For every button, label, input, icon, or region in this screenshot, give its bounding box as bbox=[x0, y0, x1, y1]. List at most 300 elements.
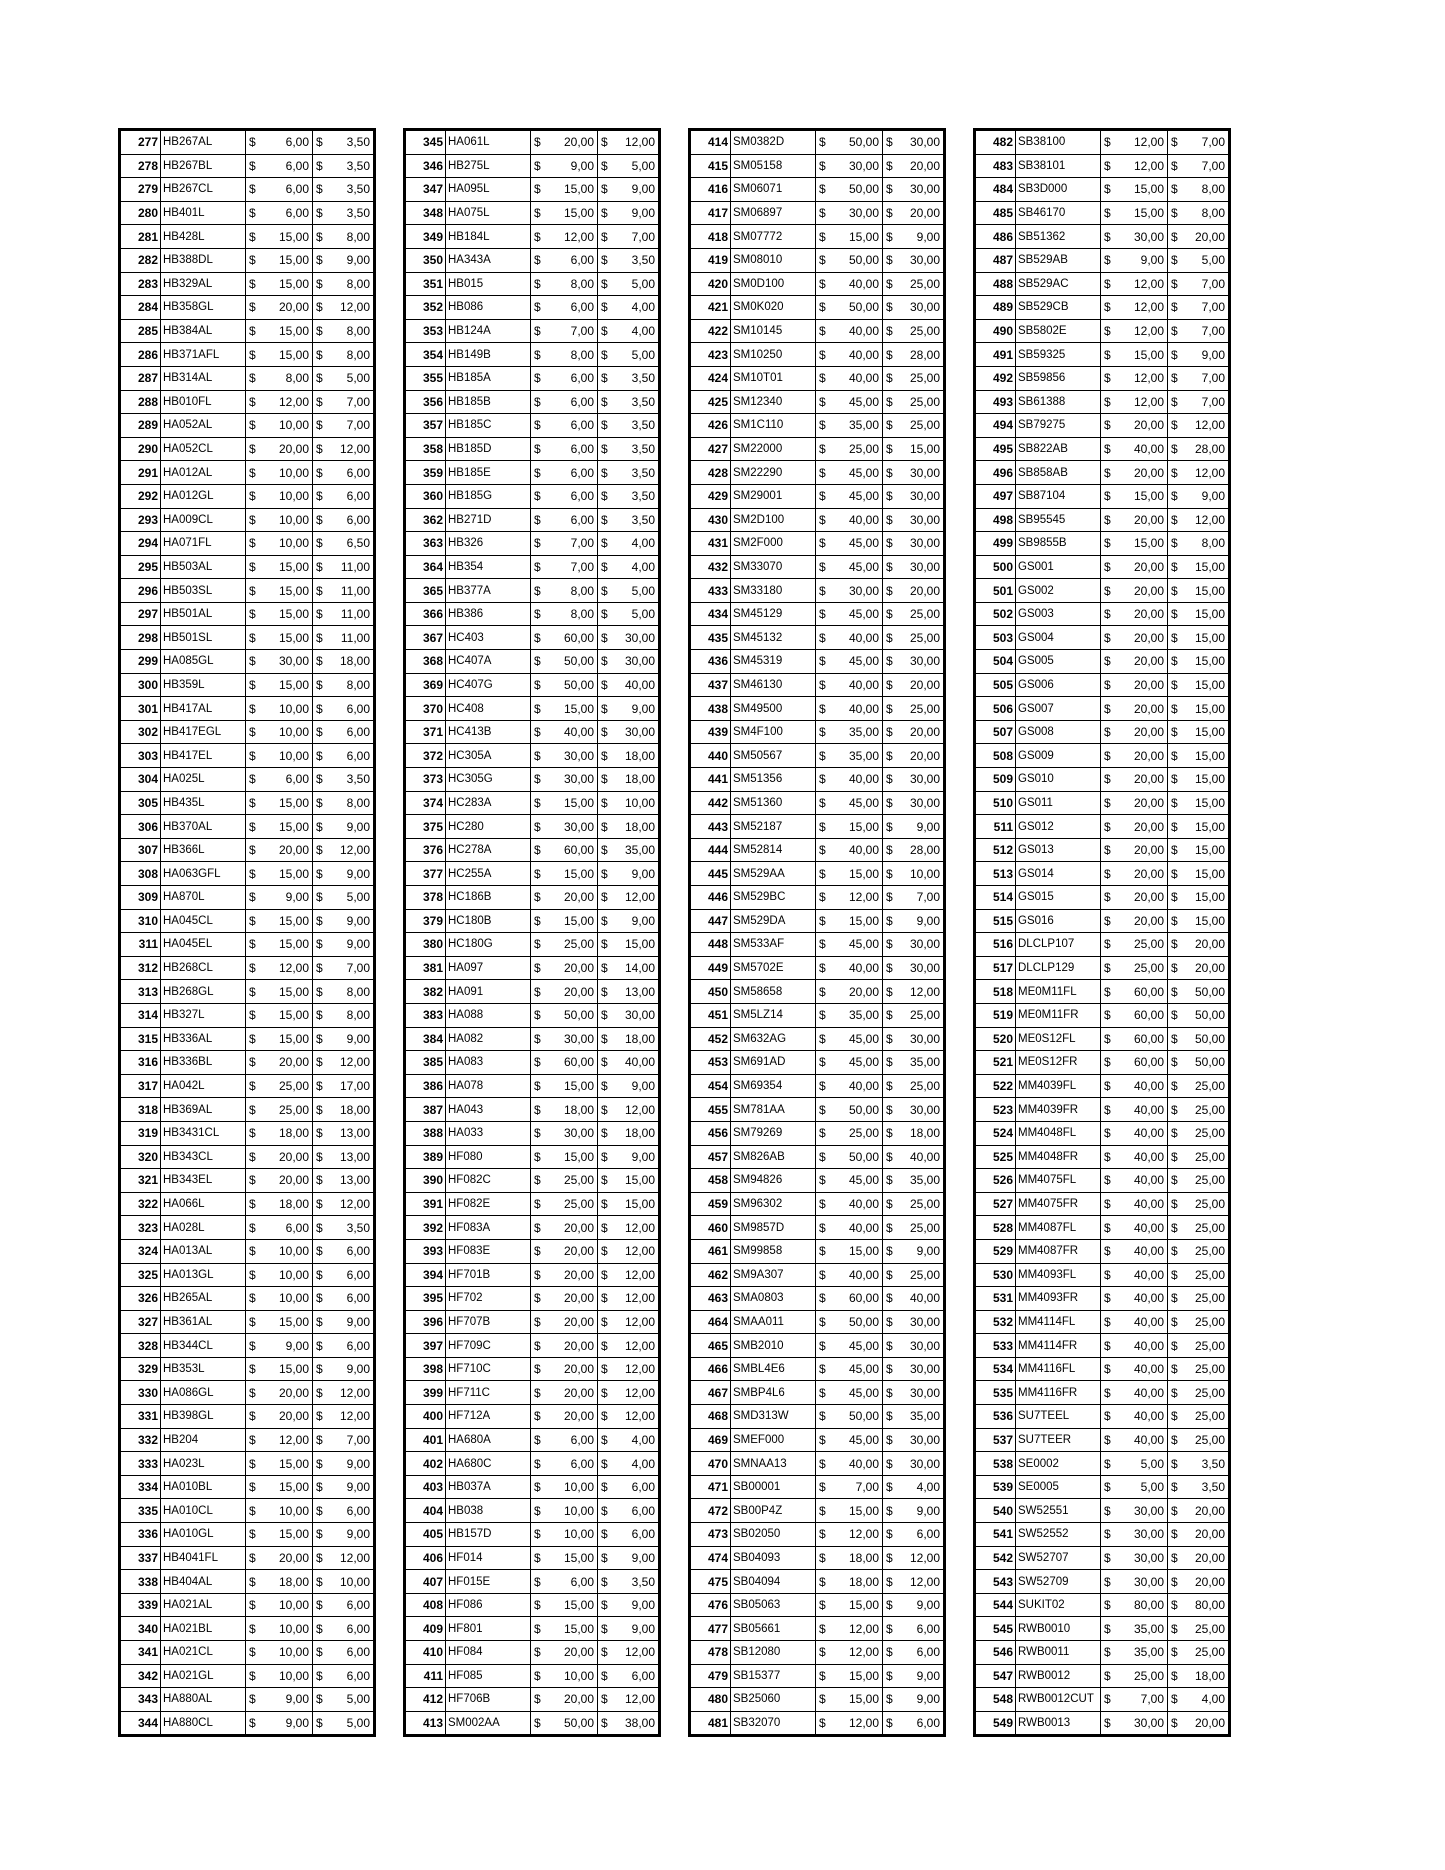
currency-symbol: $ bbox=[819, 1645, 826, 1660]
currency-symbol: $ bbox=[1104, 1031, 1111, 1046]
row-number: 503 bbox=[976, 626, 1016, 650]
price-amount: 15,00 bbox=[1194, 583, 1225, 598]
currency-symbol: $ bbox=[534, 1598, 541, 1613]
price-retail bbox=[246, 1310, 313, 1334]
price-amount: 15,00 bbox=[848, 1668, 879, 1683]
price-retail bbox=[1101, 1216, 1168, 1240]
price-amount: 12,00 bbox=[278, 961, 309, 976]
table-row bbox=[406, 650, 659, 674]
row-number: 472 bbox=[691, 1499, 731, 1523]
price-amount: 30,00 bbox=[563, 1031, 594, 1046]
currency-symbol: $ bbox=[534, 465, 541, 480]
price-amount: 35,00 bbox=[1133, 1645, 1164, 1660]
currency-symbol: $ bbox=[819, 866, 826, 881]
price-wholesale bbox=[883, 650, 944, 674]
price-retail bbox=[246, 154, 313, 178]
price-retail bbox=[816, 838, 883, 862]
item-code: HA012AL bbox=[161, 461, 246, 485]
price-wholesale bbox=[1168, 1145, 1229, 1169]
price-retail bbox=[246, 626, 313, 650]
row-number: 526 bbox=[976, 1169, 1016, 1193]
row-number: 325 bbox=[121, 1263, 161, 1287]
currency-symbol: $ bbox=[601, 442, 608, 457]
row-number: 488 bbox=[976, 272, 1016, 296]
row-number: 364 bbox=[406, 555, 446, 579]
item-code: MM4087FL bbox=[1016, 1216, 1101, 1240]
price-amount: 3,50 bbox=[631, 465, 655, 480]
price-retail bbox=[531, 720, 598, 744]
table-row bbox=[691, 296, 944, 320]
price-retail bbox=[246, 1192, 313, 1216]
currency-symbol: $ bbox=[249, 512, 256, 527]
price-amount: 50,00 bbox=[1194, 1031, 1225, 1046]
currency-symbol: $ bbox=[316, 206, 323, 221]
table-row bbox=[121, 744, 374, 768]
currency-symbol: $ bbox=[886, 1574, 893, 1589]
currency-symbol: $ bbox=[249, 1668, 256, 1683]
price-retail bbox=[531, 1475, 598, 1499]
item-code: HB343CL bbox=[161, 1145, 246, 1169]
price-retail bbox=[246, 1499, 313, 1523]
table-row bbox=[121, 1617, 374, 1641]
price-wholesale bbox=[598, 1381, 659, 1405]
item-code: HA010CL bbox=[161, 1499, 246, 1523]
price-wholesale bbox=[598, 1428, 659, 1452]
price-amount: 40,00 bbox=[909, 1149, 940, 1164]
price-wholesale bbox=[313, 201, 374, 225]
price-amount: 30,00 bbox=[909, 1314, 940, 1329]
price-amount: 6,00 bbox=[570, 394, 594, 409]
price-amount: 25,00 bbox=[1133, 937, 1164, 952]
currency-symbol: $ bbox=[316, 701, 323, 716]
currency-symbol: $ bbox=[249, 253, 256, 268]
price-retail bbox=[816, 1310, 883, 1334]
price-wholesale bbox=[883, 366, 944, 390]
currency-symbol: $ bbox=[249, 1480, 256, 1495]
table-row bbox=[691, 1570, 944, 1594]
currency-symbol: $ bbox=[1104, 158, 1111, 173]
price-amount: 4,00 bbox=[631, 324, 655, 339]
row-number: 504 bbox=[976, 650, 1016, 674]
price-retail bbox=[1101, 461, 1168, 485]
price-amount: 28,00 bbox=[1194, 442, 1225, 457]
price-amount: 25,00 bbox=[909, 1220, 940, 1235]
currency-symbol: $ bbox=[534, 1385, 541, 1400]
item-code: SM5702E bbox=[731, 956, 816, 980]
price-amount: 7,00 bbox=[1201, 371, 1225, 386]
currency-symbol: $ bbox=[534, 1692, 541, 1707]
table-row bbox=[406, 1051, 659, 1075]
price-amount: 15,00 bbox=[848, 913, 879, 928]
price-amount: 30,00 bbox=[909, 300, 940, 315]
currency-symbol: $ bbox=[819, 489, 826, 504]
price-retail bbox=[1101, 532, 1168, 556]
currency-symbol: $ bbox=[249, 701, 256, 716]
price-amount: 20,00 bbox=[1133, 607, 1164, 622]
row-number: 416 bbox=[691, 178, 731, 202]
currency-symbol: $ bbox=[534, 913, 541, 928]
price-amount: 9,00 bbox=[346, 1480, 370, 1495]
price-amount: 10,00 bbox=[278, 536, 309, 551]
price-amount: 15,00 bbox=[278, 937, 309, 952]
table-row bbox=[406, 1405, 659, 1429]
price-retail bbox=[531, 1216, 598, 1240]
currency-symbol: $ bbox=[249, 135, 256, 150]
price-amount: 10,00 bbox=[278, 1668, 309, 1683]
currency-symbol: $ bbox=[1104, 253, 1111, 268]
price-amount: 11,00 bbox=[340, 559, 370, 574]
price-amount: 45,00 bbox=[848, 1432, 879, 1447]
price-retail bbox=[246, 1452, 313, 1476]
row-number: 428 bbox=[691, 461, 731, 485]
price-amount: 40,00 bbox=[848, 1456, 879, 1471]
row-number: 384 bbox=[406, 1027, 446, 1051]
row-number: 385 bbox=[406, 1051, 446, 1075]
currency-symbol: $ bbox=[1104, 300, 1111, 315]
price-amount: 5,00 bbox=[346, 1692, 370, 1707]
price-wholesale bbox=[1168, 1169, 1229, 1193]
row-number: 485 bbox=[976, 201, 1016, 225]
price-amount: 40,00 bbox=[848, 961, 879, 976]
item-code: MM4116FR bbox=[1016, 1381, 1101, 1405]
price-amount: 6,00 bbox=[570, 371, 594, 386]
table-row bbox=[406, 1475, 659, 1499]
item-code: HF083E bbox=[446, 1239, 531, 1263]
price-wholesale bbox=[1168, 1334, 1229, 1358]
price-retail bbox=[816, 1074, 883, 1098]
item-code: SMAA011 bbox=[731, 1310, 816, 1334]
price-amount: 28,00 bbox=[909, 347, 940, 362]
price-retail bbox=[246, 1287, 313, 1311]
price-wholesale bbox=[883, 1641, 944, 1665]
currency-symbol: $ bbox=[601, 725, 608, 740]
row-number: 467 bbox=[691, 1381, 731, 1405]
price-amount: 30,00 bbox=[909, 795, 940, 810]
row-number: 457 bbox=[691, 1145, 731, 1169]
row-number: 496 bbox=[976, 461, 1016, 485]
price-wholesale bbox=[313, 178, 374, 202]
currency-symbol: $ bbox=[249, 1197, 256, 1212]
table-row bbox=[121, 1027, 374, 1051]
currency-symbol: $ bbox=[1104, 890, 1111, 905]
price-retail bbox=[1101, 343, 1168, 367]
price-amount: 35,00 bbox=[909, 1409, 940, 1424]
currency-symbol: $ bbox=[819, 1267, 826, 1282]
currency-symbol: $ bbox=[316, 1079, 323, 1094]
table-row bbox=[976, 1310, 1229, 1334]
table-row bbox=[976, 343, 1229, 367]
item-code: HA021AL bbox=[161, 1593, 246, 1617]
price-wholesale bbox=[1168, 1216, 1229, 1240]
price-wholesale bbox=[1168, 1027, 1229, 1051]
price-amount: 12,00 bbox=[624, 1220, 655, 1235]
row-number: 295 bbox=[121, 555, 161, 579]
currency-symbol: $ bbox=[316, 630, 323, 645]
currency-symbol: $ bbox=[534, 583, 541, 598]
price-wholesale bbox=[313, 343, 374, 367]
table-row bbox=[121, 626, 374, 650]
item-code: SB38100 bbox=[1016, 131, 1101, 155]
item-code: HB358GL bbox=[161, 296, 246, 320]
price-amount: 30,00 bbox=[909, 1432, 940, 1447]
row-number: 443 bbox=[691, 815, 731, 839]
item-code: HB185D bbox=[446, 437, 531, 461]
price-retail bbox=[531, 1381, 598, 1405]
row-number: 314 bbox=[121, 1003, 161, 1027]
currency-symbol: $ bbox=[249, 1267, 256, 1282]
table-row bbox=[406, 1688, 659, 1712]
row-number: 279 bbox=[121, 178, 161, 202]
price-retail bbox=[531, 1310, 598, 1334]
table-row bbox=[976, 650, 1229, 674]
price-retail bbox=[816, 390, 883, 414]
item-code: HA052AL bbox=[161, 414, 246, 438]
price-amount: 15,00 bbox=[848, 1503, 879, 1518]
currency-symbol: $ bbox=[601, 1149, 608, 1164]
currency-symbol: $ bbox=[1171, 1598, 1178, 1613]
row-number: 471 bbox=[691, 1475, 731, 1499]
currency-symbol: $ bbox=[1171, 1692, 1178, 1707]
item-code: HA033 bbox=[446, 1121, 531, 1145]
currency-symbol: $ bbox=[249, 1079, 256, 1094]
price-amount: 20,00 bbox=[278, 1149, 309, 1164]
price-amount: 15,00 bbox=[563, 795, 594, 810]
table-row bbox=[406, 1263, 659, 1287]
price-wholesale bbox=[1168, 1121, 1229, 1145]
row-number: 465 bbox=[691, 1334, 731, 1358]
price-amount: 20,00 bbox=[1133, 418, 1164, 433]
item-code: HC283A bbox=[446, 791, 531, 815]
item-code: HB271D bbox=[446, 508, 531, 532]
price-wholesale bbox=[598, 1263, 659, 1287]
price-amount: 5,00 bbox=[1201, 253, 1225, 268]
price-amount: 20,00 bbox=[1133, 583, 1164, 598]
row-number: 506 bbox=[976, 697, 1016, 721]
row-number: 358 bbox=[406, 437, 446, 461]
table-row bbox=[691, 1003, 944, 1027]
currency-symbol: $ bbox=[1104, 1008, 1111, 1023]
table-row bbox=[121, 555, 374, 579]
price-retail bbox=[246, 1121, 313, 1145]
price-retail bbox=[816, 366, 883, 390]
table-row bbox=[691, 319, 944, 343]
currency-symbol: $ bbox=[249, 1126, 256, 1141]
table-row bbox=[406, 484, 659, 508]
price-amount: 15,00 bbox=[278, 559, 309, 574]
row-number: 418 bbox=[691, 225, 731, 249]
price-retail bbox=[246, 1263, 313, 1287]
currency-symbol: $ bbox=[249, 1220, 256, 1235]
currency-symbol: $ bbox=[249, 1385, 256, 1400]
price-wholesale bbox=[1168, 248, 1229, 272]
price-wholesale bbox=[598, 673, 659, 697]
price-wholesale bbox=[883, 1027, 944, 1051]
row-number: 347 bbox=[406, 178, 446, 202]
currency-symbol: $ bbox=[316, 418, 323, 433]
table-row bbox=[121, 1334, 374, 1358]
table-row bbox=[691, 650, 944, 674]
currency-symbol: $ bbox=[1104, 607, 1111, 622]
item-code: HF014 bbox=[446, 1546, 531, 1570]
price-amount: 8,00 bbox=[1201, 182, 1225, 197]
price-amount: 12,00 bbox=[339, 1409, 370, 1424]
price-retail bbox=[816, 154, 883, 178]
price-retail bbox=[246, 1145, 313, 1169]
price-amount: 3,50 bbox=[1201, 1480, 1225, 1495]
price-wholesale bbox=[883, 1428, 944, 1452]
row-number: 468 bbox=[691, 1405, 731, 1429]
price-wholesale bbox=[1168, 909, 1229, 933]
currency-symbol: $ bbox=[316, 1432, 323, 1447]
price-amount: 15,00 bbox=[848, 1244, 879, 1259]
price-amount: 40,00 bbox=[848, 677, 879, 692]
price-wholesale bbox=[883, 1098, 944, 1122]
currency-symbol: $ bbox=[316, 465, 323, 480]
price-wholesale bbox=[313, 225, 374, 249]
currency-symbol: $ bbox=[316, 1055, 323, 1070]
price-amount: 15,00 bbox=[1194, 654, 1225, 669]
price-wholesale bbox=[1168, 1711, 1229, 1735]
price-wholesale bbox=[598, 461, 659, 485]
row-number: 277 bbox=[121, 131, 161, 155]
price-wholesale bbox=[598, 626, 659, 650]
price-amount: 9,00 bbox=[631, 866, 655, 881]
currency-symbol: $ bbox=[1104, 984, 1111, 999]
row-number: 528 bbox=[976, 1216, 1016, 1240]
price-amount: 8,00 bbox=[346, 229, 370, 244]
currency-symbol: $ bbox=[601, 206, 608, 221]
price-amount: 40,00 bbox=[1133, 1432, 1164, 1447]
table-row bbox=[406, 1121, 659, 1145]
currency-symbol: $ bbox=[819, 135, 826, 150]
row-number: 441 bbox=[691, 768, 731, 792]
table-row bbox=[691, 555, 944, 579]
item-code: SM51360 bbox=[731, 791, 816, 815]
price-amount: 12,00 bbox=[1133, 158, 1164, 173]
currency-symbol: $ bbox=[1104, 1621, 1111, 1636]
currency-symbol: $ bbox=[1104, 725, 1111, 740]
price-amount: 12,00 bbox=[339, 300, 370, 315]
currency-symbol: $ bbox=[1104, 913, 1111, 928]
price-wholesale bbox=[883, 1499, 944, 1523]
table-row bbox=[406, 461, 659, 485]
currency-symbol: $ bbox=[1171, 1149, 1178, 1164]
price-retail bbox=[1101, 1239, 1168, 1263]
price-amount: 5,00 bbox=[631, 583, 655, 598]
table-row bbox=[121, 319, 374, 343]
currency-symbol: $ bbox=[316, 748, 323, 763]
price-amount: 30,00 bbox=[563, 1126, 594, 1141]
price-amount: 6,00 bbox=[570, 465, 594, 480]
row-number: 334 bbox=[121, 1475, 161, 1499]
currency-symbol: $ bbox=[886, 583, 893, 598]
currency-symbol: $ bbox=[886, 1621, 893, 1636]
item-code: SM781AA bbox=[731, 1098, 816, 1122]
price-retail bbox=[246, 838, 313, 862]
currency-symbol: $ bbox=[819, 1031, 826, 1046]
price-amount: 40,00 bbox=[1133, 1267, 1164, 1282]
currency-symbol: $ bbox=[534, 843, 541, 858]
table-row bbox=[406, 296, 659, 320]
table-row bbox=[406, 508, 659, 532]
item-code: HB267BL bbox=[161, 154, 246, 178]
table-row bbox=[976, 1003, 1229, 1027]
price-retail bbox=[246, 484, 313, 508]
price-amount: 12,00 bbox=[1133, 276, 1164, 291]
price-retail bbox=[1101, 1334, 1168, 1358]
price-retail bbox=[531, 131, 598, 155]
table-row bbox=[976, 461, 1229, 485]
price-wholesale bbox=[598, 815, 659, 839]
item-code: HA091 bbox=[446, 980, 531, 1004]
price-amount: 9,00 bbox=[631, 206, 655, 221]
item-code: HC180G bbox=[446, 933, 531, 957]
item-code: HB124A bbox=[446, 319, 531, 343]
item-code: SM52187 bbox=[731, 815, 816, 839]
row-number: 482 bbox=[976, 131, 1016, 155]
price-wholesale bbox=[1168, 390, 1229, 414]
currency-symbol: $ bbox=[1104, 677, 1111, 692]
item-code: HB015 bbox=[446, 272, 531, 296]
item-code: SM10145 bbox=[731, 319, 816, 343]
price-amount: 5,00 bbox=[631, 607, 655, 622]
row-number: 549 bbox=[976, 1711, 1016, 1735]
table-row bbox=[691, 343, 944, 367]
item-code: HA082 bbox=[446, 1027, 531, 1051]
price-retail bbox=[816, 1381, 883, 1405]
price-amount: 3,50 bbox=[631, 371, 655, 386]
item-code: SMEF000 bbox=[731, 1428, 816, 1452]
price-retail bbox=[531, 1003, 598, 1027]
currency-symbol: $ bbox=[1104, 1197, 1111, 1212]
price-wholesale bbox=[598, 602, 659, 626]
item-code: HA680A bbox=[446, 1428, 531, 1452]
item-code: SM0382D bbox=[731, 131, 816, 155]
price-wholesale bbox=[313, 1428, 374, 1452]
price-retail bbox=[246, 768, 313, 792]
currency-symbol: $ bbox=[819, 158, 826, 173]
price-retail bbox=[531, 1617, 598, 1641]
currency-symbol: $ bbox=[886, 843, 893, 858]
row-number: 290 bbox=[121, 437, 161, 461]
price-amount: 15,00 bbox=[624, 1197, 655, 1212]
currency-symbol: $ bbox=[534, 206, 541, 221]
price-retail bbox=[1101, 1098, 1168, 1122]
row-number: 342 bbox=[121, 1664, 161, 1688]
price-amount: 12,00 bbox=[848, 1621, 879, 1636]
currency-symbol: $ bbox=[1171, 1008, 1178, 1023]
row-number: 292 bbox=[121, 484, 161, 508]
price-amount: 60,00 bbox=[848, 1291, 879, 1306]
currency-symbol: $ bbox=[316, 1716, 323, 1731]
price-retail bbox=[816, 791, 883, 815]
price-amount: 7,00 bbox=[916, 890, 940, 905]
item-code: SM9A307 bbox=[731, 1263, 816, 1287]
price-retail bbox=[246, 1051, 313, 1075]
row-number: 278 bbox=[121, 154, 161, 178]
currency-symbol: $ bbox=[1104, 701, 1111, 716]
currency-symbol: $ bbox=[316, 1621, 323, 1636]
currency-symbol: $ bbox=[316, 300, 323, 315]
price-wholesale bbox=[1168, 319, 1229, 343]
currency-symbol: $ bbox=[1171, 1480, 1178, 1495]
price-amount: 25,00 bbox=[909, 394, 940, 409]
price-wholesale bbox=[1168, 862, 1229, 886]
row-number: 429 bbox=[691, 484, 731, 508]
price-amount: 6,00 bbox=[916, 1621, 940, 1636]
price-amount: 20,00 bbox=[563, 1244, 594, 1259]
row-number: 289 bbox=[121, 414, 161, 438]
